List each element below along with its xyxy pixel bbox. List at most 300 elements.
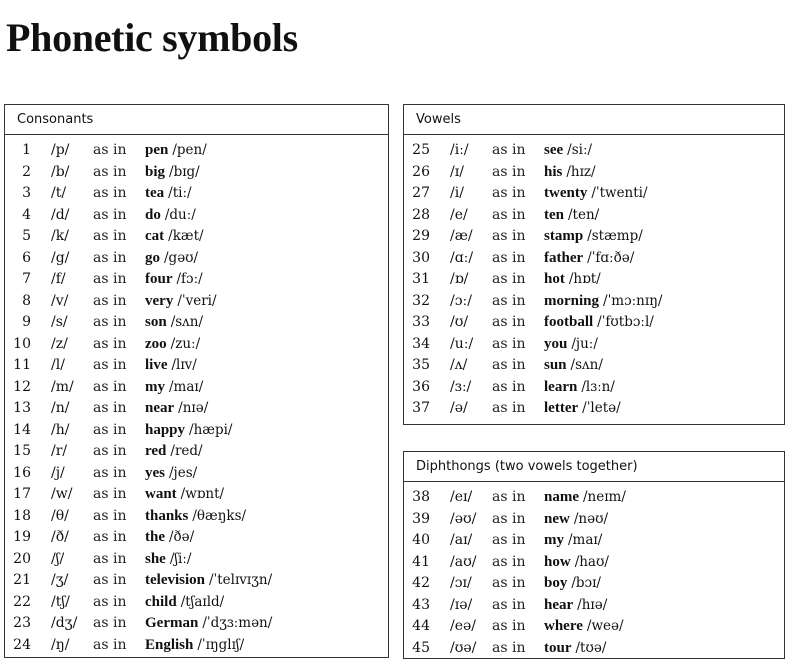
table-row bbox=[404, 162, 784, 184]
phonetic-symbol: /æ/ bbox=[450, 228, 473, 244]
symbol-number: 22 bbox=[13, 593, 31, 610]
as-in-label: as in bbox=[93, 400, 127, 416]
example-transcription: /maɪ/ bbox=[169, 378, 204, 395]
example-transcription: /ˈtelɪvɪʒn/ bbox=[209, 572, 273, 588]
as-in-label: as in bbox=[492, 575, 526, 591]
symbol-number: 1 bbox=[22, 142, 31, 158]
example-transcription: /kæt/ bbox=[168, 228, 204, 244]
as-in-label: as in bbox=[93, 636, 127, 653]
symbol-number: 21 bbox=[13, 572, 31, 588]
phonetic-symbol: /n/ bbox=[51, 400, 70, 416]
table-row bbox=[404, 616, 784, 638]
example-transcription: /bɔɪ/ bbox=[571, 575, 601, 591]
example-word: his bbox=[544, 163, 563, 180]
phonetic-symbol: /ɑː/ bbox=[450, 249, 474, 266]
symbol-number: 4 bbox=[22, 206, 31, 223]
phonetic-symbol: /j/ bbox=[51, 464, 65, 481]
example-word: red bbox=[145, 443, 167, 459]
phonetic-symbol: /ʃ/ bbox=[51, 550, 65, 567]
phonetic-symbol: /t/ bbox=[51, 185, 67, 201]
symbol-number: 11 bbox=[13, 357, 31, 373]
symbol-number: 12 bbox=[13, 378, 31, 395]
symbol-number: 29 bbox=[412, 228, 430, 244]
example-transcription: /maɪ/ bbox=[568, 532, 603, 548]
table-row bbox=[5, 269, 388, 291]
phonetic-symbol: /əʊ/ bbox=[450, 510, 477, 527]
phonetic-symbol: /b/ bbox=[51, 163, 70, 180]
consonants-heading bbox=[5, 105, 388, 135]
table-row bbox=[5, 312, 388, 334]
as-in-label: as in bbox=[93, 464, 127, 481]
example bbox=[544, 248, 634, 270]
table-row bbox=[5, 484, 388, 506]
example-word: letter bbox=[544, 400, 579, 416]
as-in-label: as in bbox=[492, 532, 526, 548]
table-row bbox=[404, 573, 784, 595]
example-transcription: /hɒt/ bbox=[568, 271, 601, 287]
phonetic-symbol: /e/ bbox=[450, 206, 468, 223]
example-word: live bbox=[145, 357, 168, 373]
example-transcription: /pen/ bbox=[172, 142, 207, 158]
example-transcription: /nɪə/ bbox=[178, 400, 209, 416]
as-in-label: as in bbox=[93, 249, 127, 266]
example-word: zoo bbox=[145, 335, 167, 352]
as-in-label: as in bbox=[492, 553, 526, 570]
example-transcription: /tʊə/ bbox=[575, 639, 607, 656]
as-in-label: as in bbox=[93, 486, 127, 502]
table-row bbox=[404, 291, 784, 313]
example-word: my bbox=[544, 532, 564, 548]
symbol-number: 20 bbox=[13, 550, 31, 567]
vowels-heading-label: Vowels bbox=[416, 112, 461, 127]
example-word: name bbox=[544, 489, 579, 505]
example bbox=[544, 530, 602, 552]
example-transcription: /fɔː/ bbox=[176, 271, 203, 287]
as-in-label: as in bbox=[492, 489, 526, 505]
as-in-label: as in bbox=[93, 163, 127, 180]
symbol-number: 40 bbox=[412, 532, 430, 548]
as-in-label: as in bbox=[93, 206, 127, 223]
phonetic-symbol: /p/ bbox=[51, 142, 70, 158]
phonetic-symbol: /ʊə/ bbox=[450, 639, 477, 656]
example bbox=[544, 291, 662, 313]
example-transcription: /ˈletə/ bbox=[582, 400, 621, 416]
example bbox=[145, 527, 194, 549]
example bbox=[145, 613, 272, 635]
symbol-number: 43 bbox=[412, 596, 430, 613]
phonetic-symbol: /w/ bbox=[51, 486, 73, 502]
phonetic-symbol: /ɔː/ bbox=[450, 292, 472, 309]
example bbox=[544, 269, 601, 291]
example-word: morning bbox=[544, 292, 600, 309]
phonetic-symbol: /i/ bbox=[450, 185, 464, 201]
example bbox=[544, 205, 599, 227]
example-transcription: /ˈɪŋglɪʃ/ bbox=[197, 636, 245, 653]
symbol-number: 34 bbox=[412, 335, 430, 352]
page-title: Phonetic symbols bbox=[6, 15, 298, 60]
table-row bbox=[5, 162, 388, 184]
phonetic-symbol: /ŋ/ bbox=[51, 636, 70, 653]
example-word: you bbox=[544, 335, 568, 352]
example-transcription: /red/ bbox=[170, 443, 203, 459]
symbol-number: 42 bbox=[412, 575, 430, 591]
phonetic-symbol: /z/ bbox=[51, 335, 68, 352]
example-transcription: /wɒnt/ bbox=[180, 486, 225, 502]
example bbox=[145, 484, 224, 506]
example-transcription: /neɪm/ bbox=[583, 489, 626, 505]
as-in-label: as in bbox=[492, 510, 526, 527]
example bbox=[145, 549, 191, 571]
example-word: cat bbox=[145, 228, 165, 244]
example-transcription: /gəʊ/ bbox=[164, 249, 199, 266]
example-transcription: /duː/ bbox=[164, 206, 196, 223]
example bbox=[544, 573, 601, 595]
example-transcription: /lɪv/ bbox=[171, 357, 197, 373]
symbol-number: 16 bbox=[13, 464, 31, 481]
table-row bbox=[5, 592, 388, 614]
example-transcription: /ʃiː/ bbox=[169, 550, 192, 567]
table-row bbox=[404, 248, 784, 270]
example-word: do bbox=[145, 206, 161, 223]
symbol-number: 27 bbox=[412, 185, 430, 201]
table-row bbox=[404, 334, 784, 356]
phonetic-symbol: /dʒ/ bbox=[51, 615, 78, 631]
as-in-label: as in bbox=[93, 550, 127, 567]
as-in-label: as in bbox=[492, 378, 526, 395]
table-row bbox=[5, 248, 388, 270]
example-transcription: /hɪz/ bbox=[566, 163, 596, 180]
table-row bbox=[404, 377, 784, 399]
example-transcription: /zuː/ bbox=[170, 335, 201, 352]
table-row bbox=[5, 377, 388, 399]
as-in-label: as in bbox=[492, 185, 526, 201]
example-transcription: /ˈdʒɜːmən/ bbox=[202, 615, 273, 631]
example bbox=[544, 595, 607, 617]
as-in-label: as in bbox=[93, 271, 127, 287]
table-row bbox=[404, 355, 784, 377]
as-in-label: as in bbox=[492, 206, 526, 223]
example bbox=[145, 420, 232, 442]
example-transcription: /ˈfʊtbɔːl/ bbox=[597, 314, 654, 330]
symbol-number: 41 bbox=[412, 553, 430, 570]
table-row bbox=[404, 205, 784, 227]
table-row bbox=[5, 398, 388, 420]
example-word: want bbox=[145, 486, 177, 502]
phonetic-symbol: /g/ bbox=[51, 249, 70, 266]
example bbox=[544, 552, 609, 574]
as-in-label: as in bbox=[93, 593, 127, 610]
example-transcription: /weə/ bbox=[586, 618, 624, 634]
phonetic-symbol: /m/ bbox=[51, 378, 74, 395]
example bbox=[145, 312, 203, 334]
symbol-number: 26 bbox=[412, 163, 430, 180]
example bbox=[544, 638, 606, 660]
table-row bbox=[5, 635, 388, 657]
example-transcription: /juː/ bbox=[571, 335, 598, 352]
table-row bbox=[5, 291, 388, 313]
example bbox=[544, 509, 608, 531]
table-row bbox=[404, 530, 784, 552]
vowels-heading bbox=[404, 105, 784, 135]
example-transcription: /θæŋks/ bbox=[192, 507, 247, 524]
example-word: television bbox=[145, 572, 205, 588]
vowels-table bbox=[403, 104, 785, 425]
example-word: how bbox=[544, 553, 571, 570]
example-word: new bbox=[544, 510, 570, 527]
example bbox=[544, 487, 626, 509]
diphthongs-table bbox=[403, 451, 785, 659]
example bbox=[145, 334, 200, 356]
as-in-label: as in bbox=[492, 596, 526, 613]
diphthongs-rows bbox=[404, 482, 784, 659]
as-in-label: as in bbox=[93, 507, 127, 524]
example-word: tour bbox=[544, 639, 572, 656]
table-row bbox=[404, 398, 784, 420]
symbol-number: 32 bbox=[412, 292, 430, 309]
table-row bbox=[404, 269, 784, 291]
table-row bbox=[404, 183, 784, 205]
as-in-label: as in bbox=[492, 271, 526, 287]
example-word: twenty bbox=[544, 185, 588, 201]
phonetic-symbol: /eə/ bbox=[450, 618, 477, 634]
table-row bbox=[5, 140, 388, 162]
as-in-label: as in bbox=[492, 314, 526, 330]
phonetic-symbol: /ə/ bbox=[450, 400, 468, 416]
symbol-number: 35 bbox=[412, 357, 430, 373]
symbol-number: 31 bbox=[412, 271, 430, 287]
symbol-number: 10 bbox=[13, 335, 31, 352]
diphthongs-heading-label: Diphthongs bbox=[416, 459, 491, 474]
table-row bbox=[404, 487, 784, 509]
example-transcription: /hæpi/ bbox=[189, 421, 233, 438]
example-word: near bbox=[145, 400, 175, 416]
as-in-label: as in bbox=[492, 249, 526, 266]
table-row bbox=[5, 506, 388, 528]
example bbox=[544, 398, 621, 420]
symbol-number: 18 bbox=[13, 507, 31, 524]
consonants-rows bbox=[5, 135, 388, 656]
consonants-heading-label: Consonants bbox=[17, 112, 94, 127]
example-word: son bbox=[145, 314, 167, 330]
example bbox=[544, 140, 592, 162]
example-word: German bbox=[145, 615, 199, 631]
symbol-number: 38 bbox=[412, 489, 430, 505]
symbol-number: 3 bbox=[22, 185, 31, 201]
example-transcription: /haʊ/ bbox=[574, 553, 609, 570]
phonetic-symbol: /eɪ/ bbox=[450, 489, 473, 505]
example bbox=[145, 592, 224, 614]
example-word: happy bbox=[145, 421, 186, 438]
phonetic-symbol: /ɒ/ bbox=[450, 271, 469, 287]
as-in-label: as in bbox=[93, 529, 127, 545]
example bbox=[145, 506, 246, 528]
example-word: father bbox=[544, 249, 584, 266]
symbol-number: 8 bbox=[22, 292, 31, 309]
example bbox=[145, 377, 203, 399]
phonetic-symbol: /ɪə/ bbox=[450, 596, 473, 613]
example-word: yes bbox=[145, 464, 165, 481]
table-row bbox=[404, 312, 784, 334]
symbol-number: 39 bbox=[412, 510, 430, 527]
phonetic-symbol: /ð/ bbox=[51, 529, 69, 545]
example-word: pen bbox=[145, 142, 169, 158]
as-in-label: as in bbox=[492, 335, 526, 352]
phonetic-symbol: /d/ bbox=[51, 206, 70, 223]
as-in-label: as in bbox=[93, 572, 127, 588]
table-row bbox=[5, 570, 388, 592]
symbol-number: 33 bbox=[412, 314, 430, 330]
example-transcription: /tiː/ bbox=[168, 185, 192, 201]
example bbox=[544, 616, 624, 638]
as-in-label: as in bbox=[492, 357, 526, 373]
example bbox=[145, 248, 198, 270]
as-in-label: as in bbox=[93, 314, 127, 330]
example bbox=[145, 269, 203, 291]
as-in-label: as in bbox=[93, 292, 127, 309]
phonetic-symbol: /ɪ/ bbox=[450, 163, 464, 180]
as-in-label: as in bbox=[93, 142, 127, 158]
symbol-number: 45 bbox=[412, 639, 430, 656]
example-word: child bbox=[145, 593, 177, 610]
example-word: boy bbox=[544, 575, 568, 591]
symbol-number: 13 bbox=[13, 400, 31, 416]
example-word: sun bbox=[544, 357, 567, 373]
phonetic-symbol: /iː/ bbox=[450, 142, 469, 158]
example-word: where bbox=[544, 618, 583, 634]
example-transcription: /lɜːn/ bbox=[581, 378, 615, 395]
example-word: learn bbox=[544, 378, 578, 395]
symbol-number: 24 bbox=[13, 636, 31, 653]
phonetic-symbol: /r/ bbox=[51, 443, 68, 459]
phonetic-symbol: /ɔɪ/ bbox=[450, 575, 472, 591]
symbol-number: 25 bbox=[412, 142, 430, 158]
as-in-label: as in bbox=[492, 292, 526, 309]
phonetic-symbol: /f/ bbox=[51, 271, 66, 287]
table-row bbox=[404, 638, 784, 660]
diphthongs-heading bbox=[404, 452, 784, 482]
table-row bbox=[5, 420, 388, 442]
example-word: hot bbox=[544, 271, 565, 287]
example-word: hear bbox=[544, 596, 574, 613]
example-word: stamp bbox=[544, 228, 584, 244]
example bbox=[145, 140, 207, 162]
symbol-number: 37 bbox=[412, 400, 430, 416]
example bbox=[544, 183, 648, 205]
example-transcription: /ˈveri/ bbox=[177, 292, 217, 309]
example-word: ten bbox=[544, 206, 564, 223]
example-word: big bbox=[145, 163, 166, 180]
table-row bbox=[404, 226, 784, 248]
example-word: thanks bbox=[145, 507, 189, 524]
as-in-label: as in bbox=[492, 400, 526, 416]
symbol-number: 44 bbox=[412, 618, 430, 634]
example bbox=[145, 291, 217, 313]
table-row bbox=[404, 140, 784, 162]
example bbox=[145, 463, 197, 485]
table-row bbox=[5, 355, 388, 377]
phonetic-symbol: /ʊ/ bbox=[450, 314, 469, 330]
symbol-number: 6 bbox=[22, 249, 31, 266]
phonetic-symbol: /k/ bbox=[51, 228, 69, 244]
example-transcription: /tʃaɪld/ bbox=[180, 593, 225, 610]
example bbox=[145, 205, 196, 227]
vowels-rows bbox=[404, 135, 784, 420]
phonetic-symbol: /l/ bbox=[51, 357, 65, 373]
example-transcription: /ˈfɑːðə/ bbox=[587, 249, 635, 266]
phonetic-symbol: /ʒ/ bbox=[51, 572, 69, 588]
example-transcription: /jes/ bbox=[169, 464, 198, 481]
table-row bbox=[5, 613, 388, 635]
symbol-number: 30 bbox=[412, 249, 430, 266]
as-in-label: as in bbox=[492, 163, 526, 180]
symbol-number: 14 bbox=[13, 421, 31, 438]
table-row bbox=[5, 334, 388, 356]
phonetic-symbol: /tʃ/ bbox=[51, 593, 70, 610]
phonetic-symbol: /aɪ/ bbox=[450, 532, 473, 548]
symbol-number: 5 bbox=[22, 228, 31, 244]
consonants-table bbox=[4, 104, 389, 658]
symbol-number: 17 bbox=[13, 486, 31, 502]
symbol-number: 36 bbox=[412, 378, 430, 395]
table-row bbox=[404, 595, 784, 617]
table-row bbox=[5, 441, 388, 463]
example bbox=[145, 162, 200, 184]
example-transcription: /bɪg/ bbox=[169, 163, 200, 180]
example bbox=[145, 398, 208, 420]
example-word: the bbox=[145, 529, 165, 545]
as-in-label: as in bbox=[492, 618, 526, 634]
phonetic-symbol: /uː/ bbox=[450, 335, 474, 352]
example-transcription: /ˈtwenti/ bbox=[591, 185, 648, 201]
example-transcription: /sʌn/ bbox=[570, 357, 603, 373]
example-transcription: /ðə/ bbox=[169, 529, 195, 545]
symbol-number: 9 bbox=[22, 314, 31, 330]
table-row bbox=[5, 527, 388, 549]
example bbox=[544, 312, 654, 334]
table-row bbox=[404, 509, 784, 531]
phonetic-symbol: /h/ bbox=[51, 421, 70, 438]
example bbox=[544, 334, 598, 356]
example-word: my bbox=[145, 378, 165, 395]
as-in-label: as in bbox=[93, 378, 127, 395]
example-transcription: /hɪə/ bbox=[577, 596, 608, 613]
as-in-label: as in bbox=[492, 228, 526, 244]
example-word: four bbox=[145, 271, 173, 287]
phonetic-symbol: /s/ bbox=[51, 314, 68, 330]
table-row bbox=[404, 552, 784, 574]
example-word: she bbox=[145, 550, 166, 567]
example bbox=[544, 226, 643, 248]
example-word: very bbox=[145, 292, 174, 309]
example bbox=[145, 183, 192, 205]
as-in-label: as in bbox=[93, 228, 127, 244]
table-row bbox=[5, 205, 388, 227]
example bbox=[544, 355, 603, 377]
symbol-number: 19 bbox=[13, 529, 31, 545]
table-row bbox=[5, 226, 388, 248]
phonetic-symbol: /v/ bbox=[51, 292, 69, 309]
diphthongs-subheading: (two vowels together) bbox=[494, 459, 638, 474]
example-transcription: /nəʊ/ bbox=[573, 510, 608, 527]
example-word: go bbox=[145, 249, 160, 266]
example bbox=[145, 635, 244, 657]
symbol-number: 23 bbox=[13, 615, 31, 631]
as-in-label: as in bbox=[93, 443, 127, 459]
as-in-label: as in bbox=[93, 357, 127, 373]
example bbox=[145, 441, 203, 463]
phonetic-symbol: /aʊ/ bbox=[450, 553, 477, 570]
example bbox=[145, 570, 272, 592]
